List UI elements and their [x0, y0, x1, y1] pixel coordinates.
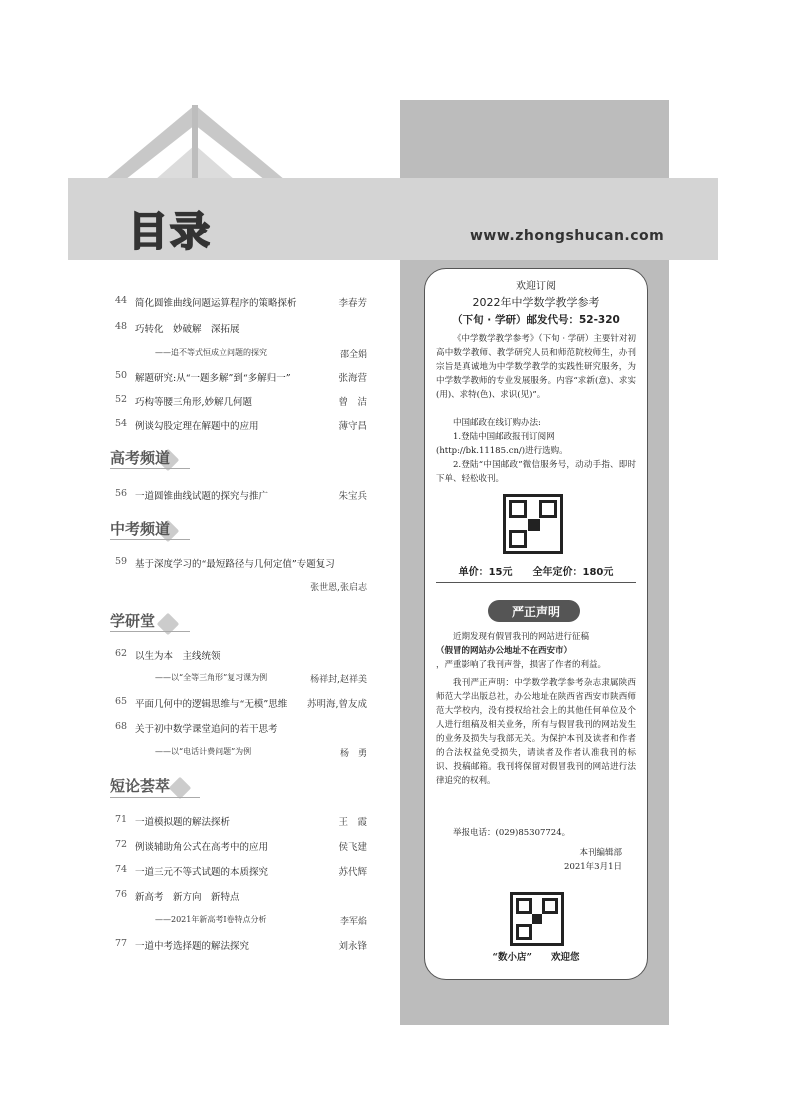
page-title: 目录 — [128, 209, 212, 255]
website-url[interactable]: www.zhongshucan.com — [470, 228, 665, 244]
article-author: 苏代辉 — [338, 867, 367, 878]
toc-item[interactable] — [115, 321, 367, 335]
toc-subtitle — [155, 914, 367, 926]
article-title: 以生为本 主线统领 — [135, 651, 221, 662]
article-author: 张世恩,张启志 — [310, 583, 367, 593]
editorial-dept: 本刊编辑部 — [579, 848, 622, 858]
report-phone: 举报电话：(029)85307724。 — [453, 828, 571, 838]
toc-subtitle — [155, 746, 367, 758]
order-method-1: 1.登陆中国邮政报刊订阅网 — [453, 432, 555, 442]
notice-title: 严正声明 — [511, 605, 560, 619]
section-heading-duanlun: 短论荟萃 — [110, 777, 171, 795]
welcome-text: 欢迎订阅 — [516, 281, 556, 292]
toc-item[interactable] — [115, 556, 367, 570]
article-author: 王 霞 — [338, 817, 367, 828]
toc-item[interactable] — [115, 938, 367, 952]
qr-code-icon[interactable] — [503, 494, 563, 554]
price-line: 单价：15元 全年定价：180元 — [458, 567, 614, 578]
page-number: 54 — [115, 418, 128, 429]
section-heading-xueyantang: 学研堂 — [110, 612, 156, 630]
divider — [436, 582, 636, 583]
article-title: 一道中考选择题的解法探究 — [135, 941, 250, 952]
page-number: 56 — [115, 488, 128, 499]
section-underline — [110, 797, 200, 798]
toc-item[interactable] — [115, 814, 367, 828]
page-number: 71 — [115, 814, 128, 825]
section-underline — [110, 631, 190, 632]
section-marker-icon — [169, 777, 192, 800]
order-method-2: 2.登陆“中国邮政”微信服务号，动动手指、即时下单、轻松收刊。 — [436, 460, 636, 484]
article-title: 关于初中数学课堂追问的若干思考 — [135, 724, 278, 735]
page-number: 59 — [115, 556, 128, 567]
article-author: 杨 勇 — [339, 749, 367, 759]
toc-item[interactable] — [115, 370, 367, 384]
article-author: 薄守昌 — [338, 421, 367, 432]
article-author: 邵全娟 — [339, 350, 367, 360]
subtitle-text: ——以“全等三角形”复习课为例 — [155, 673, 268, 682]
toc-item[interactable] — [115, 418, 367, 432]
subtitle-text: ——以“电话计费问题”为例 — [155, 747, 252, 756]
article-title: 巧转化 妙破解 深拓展 — [135, 324, 240, 335]
notice-fake-address: （假冒的网站办公地址不在西安市） — [436, 646, 573, 656]
page-number: 72 — [115, 839, 128, 850]
order-method-1-url[interactable]: (http://bk.11185.cn/)进行选购。 — [436, 446, 568, 456]
notice-line-1-end: ，严重影响了我刊声誉，损害了作者的利益。 — [436, 660, 607, 670]
section-underline — [110, 539, 190, 540]
subtitle-text: ——2021年新高考Ⅰ卷特点分析 — [155, 915, 267, 924]
shop-qr-code-icon[interactable] — [510, 892, 564, 946]
section-heading-gaokao: 高考频道 — [110, 449, 171, 467]
order-method-heading: 中国邮政在线订购办法: — [453, 418, 541, 428]
toc-item[interactable] — [115, 721, 367, 735]
page-number: 74 — [115, 864, 128, 875]
notice-paragraph-2: 我刊严正声明：中学数学教学参考杂志隶属陕西师范大学出版总社，办公地址在陕西省西安市陕西师范大学校内，没有授权给社会上的其他任何单位及个人进行组稿及相关业务，所有与假冒我刊的网站发生的业务及损失与我部无关。为保护本刊及读者和作者的合法权益免受损失，请读者及作者认准我刊的标识、投稿邮箱。我刊将保留对假冒我刊的网站进行法律追究的权利。 — [436, 678, 636, 786]
article-title: 巧构等腰三角形,妙解几何题 — [135, 397, 253, 408]
toc-author-line — [155, 580, 367, 592]
article-author: 李军焰 — [339, 917, 367, 927]
section-heading-zhongkao: 中考频道 — [110, 520, 171, 538]
subtitle-text: ——追不等式恒成立问题的探究 — [155, 348, 267, 357]
article-title: 一道模拟题的解法探析 — [135, 817, 231, 828]
postal-code: （下旬 · 学研）邮发代号：52-320 — [452, 314, 620, 326]
article-title: 新高考 新方向 新特点 — [135, 892, 240, 903]
magazine-name: 2022年中学数学教学参考 — [472, 296, 600, 309]
page-number: 44 — [115, 295, 128, 306]
notice-date: 2021年3月1日 — [564, 862, 622, 872]
toc-item[interactable] — [115, 488, 367, 502]
article-title: 例谈勾股定理在解题中的应用 — [135, 421, 259, 432]
page-number: 76 — [115, 889, 128, 900]
article-author: 苏明海,曾友成 — [306, 699, 367, 710]
page-number: 48 — [115, 321, 128, 332]
toc-item[interactable] — [115, 839, 367, 853]
page-number: 50 — [115, 370, 128, 381]
article-title: 简化圆锥曲线问题运算程序的策略探析 — [135, 298, 297, 309]
article-title: 一道圆锥曲线试题的探究与推广 — [135, 491, 269, 502]
article-author: 杨祥封,赵祥美 — [310, 675, 367, 685]
notice-line-1: 近期发现有假冒我刊的网站进行征稿 — [453, 632, 590, 642]
shop-welcome: “数小店” 欢迎您 — [492, 952, 580, 963]
article-author: 刘永锋 — [338, 941, 367, 952]
article-author: 侯飞建 — [338, 842, 367, 853]
article-title: 一道三元不等式试题的本质探究 — [135, 867, 269, 878]
page-number: 65 — [115, 696, 128, 707]
toc-item[interactable] — [115, 864, 367, 878]
article-author: 张海营 — [338, 373, 367, 384]
article-title: 例谈辅助角公式在高考中的应用 — [135, 842, 269, 853]
article-author: 李春芳 — [338, 298, 367, 309]
toc-item[interactable] — [115, 648, 367, 662]
section-underline — [110, 468, 190, 469]
article-title: 平面几何中的逻辑思维与“无模”思维 — [135, 699, 288, 710]
intro-paragraph: 《中学数学教学参考》（下旬 · 学研）主要针对初高中数学教师、教学研究人员和师范院校师生，办刊宗旨是真诚地为中学数学教学的实践性研究服务，为中学数学教师的专业发展服务。内容“求新(意)、求实(用)、求特(色)、求识(见)”。 — [436, 334, 636, 400]
toc-item[interactable] — [115, 696, 367, 710]
article-author: 朱宝兵 — [338, 491, 367, 502]
roof-decoration — [95, 100, 295, 180]
article-author: 曾 洁 — [338, 397, 367, 408]
page-number: 68 — [115, 721, 128, 732]
page-number: 62 — [115, 648, 128, 659]
toc-item[interactable] — [115, 295, 367, 309]
page-number: 77 — [115, 938, 128, 949]
toc-item[interactable] — [115, 394, 367, 408]
toc-subtitle — [155, 672, 367, 684]
toc-subtitle — [155, 347, 367, 359]
page-number: 52 — [115, 394, 128, 405]
toc-item[interactable] — [115, 889, 367, 903]
article-title: 基于深度学习的“最短路径与几何定值”专题复习 — [135, 559, 335, 570]
article-title: 解题研究:从“一题多解”到“多解归一” — [135, 373, 291, 384]
